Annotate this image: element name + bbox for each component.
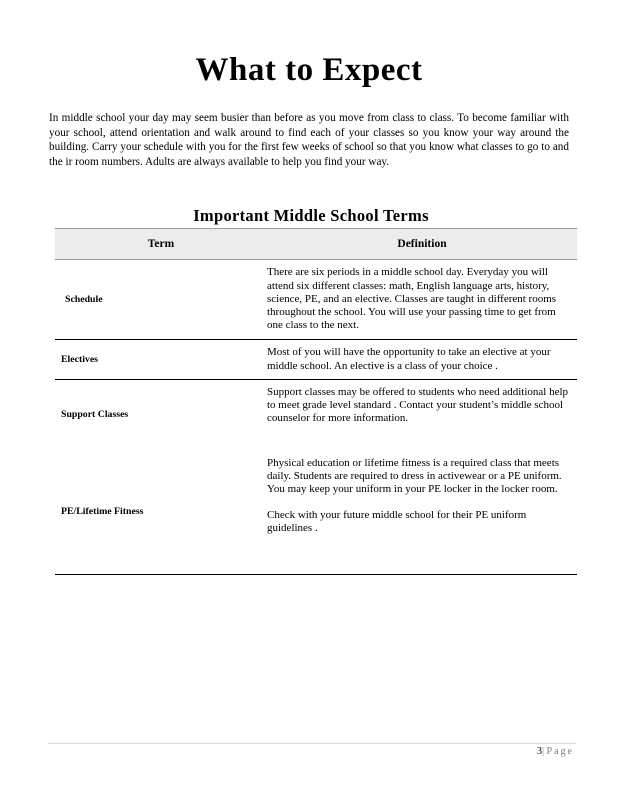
- term-pe-lifetime-fitness: PE/Lifetime Fitness: [55, 449, 267, 575]
- table-row: [55, 449, 577, 575]
- page-title: What to Expect: [195, 52, 423, 88]
- definition-text: Support classes may be offered to students who need additional help to meet grade level standard . Contact your student’s middle school counselor for more information.: [267, 386, 569, 425]
- definition-support-classes: [267, 380, 577, 450]
- page-label: Page: [546, 746, 574, 757]
- intro-paragraph: In middle school your day may seem busier than before as you move from class to class. To become familiar with your school, attend orientation and walk around to find each of your classes so you know your way around the building. Carry your schedule with you for the first few weeks of school so that you know what classes to go to and the ir room numbers. Adults are always available to help you find your way.: [49, 112, 569, 168]
- definition-electives: [267, 340, 577, 380]
- page-footer: [537, 746, 574, 757]
- table-header-row: [55, 229, 577, 260]
- page-number: 3: [537, 746, 543, 757]
- definition-text: Most of you will have the opportunity to take an elective at your middle school. An elective is a class of your choice .: [267, 346, 551, 372]
- terms-table: [55, 228, 577, 575]
- definition-text: Physical education or lifetime fitness is a required class that meets daily. Students are required to dress in activewear or a PE uniform. You may keep your uniform in your PE locker in the locker room.: [267, 457, 562, 496]
- header-definition: Definition: [267, 229, 577, 260]
- term-support-classes: Support Classes: [61, 409, 129, 420]
- table-row: [55, 340, 577, 380]
- table-title: Important Middle School Terms: [193, 206, 429, 225]
- definition-text: Check with your future middle school for their PE uniform guidelines .: [267, 508, 527, 534]
- definition-pe-lifetime-fitness: [267, 449, 577, 575]
- term-schedule: Schedule: [55, 260, 267, 340]
- footer-divider: [48, 743, 576, 744]
- definition-schedule: [267, 260, 577, 340]
- header-term: Term: [55, 229, 267, 260]
- definition-text: There are six periods in a middle school day. Everyday you will attend six different classes: math, English language arts, history, science, PE, and an elective. Classes are taught in different rooms throughout the school. You will use your passing time to get from one class to the next.: [267, 266, 557, 332]
- table-row: [55, 260, 577, 340]
- term-electives: Electives: [55, 340, 267, 380]
- footer-separator: |: [542, 746, 545, 757]
- table-row: [55, 380, 577, 450]
